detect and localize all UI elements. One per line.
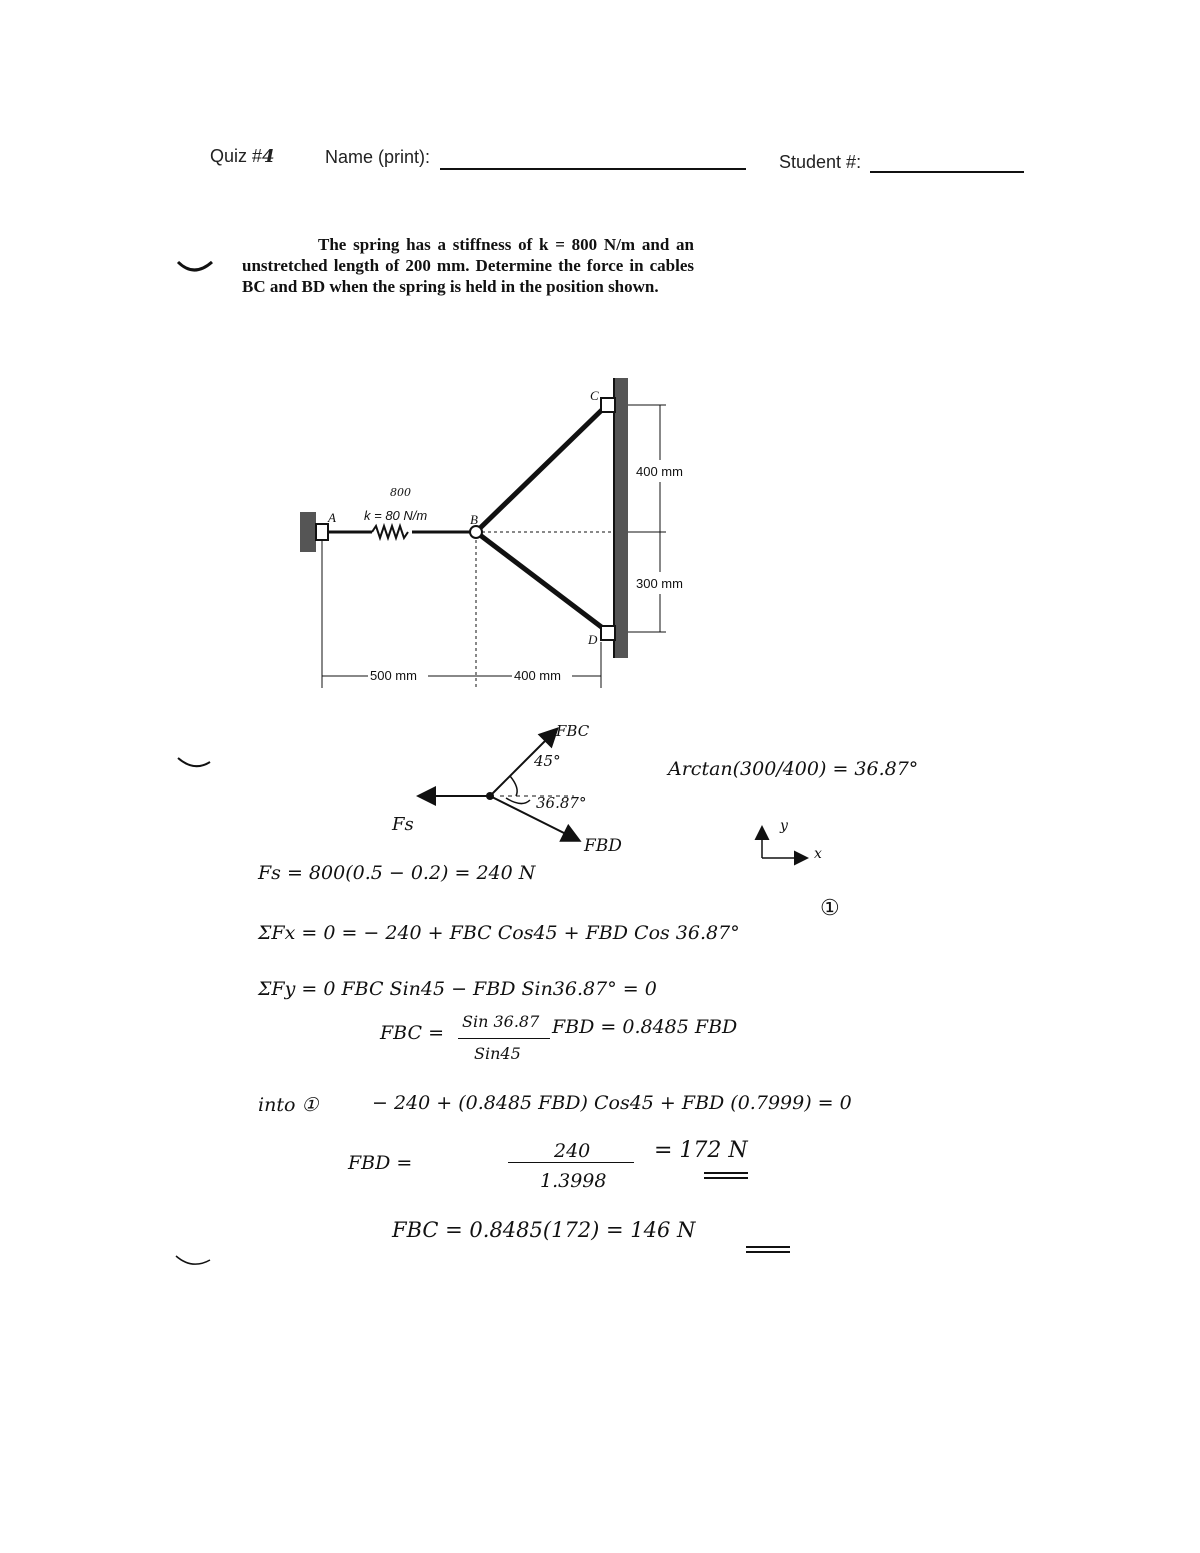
dim-400-horizontal: 400 mm	[514, 668, 561, 683]
eq1-marker: ①	[820, 896, 840, 921]
point-d-label: D	[588, 632, 598, 647]
fbd-result-underline-1	[704, 1172, 748, 1174]
fbc-final-equation: FBC = 0.8485(172) = 146 N	[392, 1218, 696, 1242]
fbc-denominator: Sin45	[474, 1044, 521, 1063]
fbc-label: FBC	[556, 722, 590, 740]
fbd-denominator: 1.3998	[540, 1170, 607, 1192]
quiz-label-text: Quiz #	[210, 146, 263, 166]
fbd-joint	[486, 792, 494, 800]
fbc-result-underline-1	[746, 1246, 790, 1248]
fs-equation: Fs = 800(0.5 − 0.2) = 240 N	[258, 862, 536, 884]
fbd-numerator: 240	[554, 1140, 591, 1162]
axis-y-label: y	[780, 818, 788, 834]
fbc-numerator: Sin 36.87	[462, 1012, 540, 1031]
point-c-label: C	[590, 388, 599, 403]
fbd-lhs: FBD =	[348, 1152, 413, 1174]
axis-x-label: x	[814, 846, 822, 862]
dim-300-vertical: 300 mm	[636, 576, 683, 591]
quiz-number: 4	[262, 146, 275, 167]
student-label: Student #:	[779, 152, 862, 172]
angle-3687-label: 36.87°	[536, 794, 587, 812]
fbd-force-label: FBD	[584, 836, 622, 856]
arctan-eq: Arctan(300/400) = 36.87°	[668, 758, 919, 780]
fbc-rhs: FBD = 0.8485 FBD	[552, 1016, 738, 1038]
fbc-result-underline-2	[746, 1251, 790, 1253]
point-a-label: A	[328, 510, 336, 525]
problem-text: The spring has a stiffness of k = 800 N/m and an unstretched length of 200 mm. Determine the force in cables BC and BD when the spring is held in the position shown.	[242, 235, 694, 296]
fbd-fraction-bar	[508, 1162, 634, 1163]
name-label: Name (print):	[325, 147, 431, 167]
into-equation: − 240 + (0.8485 FBD) Cos45 + FBD (0.7999) = 0	[372, 1092, 852, 1114]
fbc-lhs: FBC =	[380, 1022, 444, 1044]
sum-fy-equation: ΣFy = 0 FBC Sin45 − FBD Sin36.87° = 0	[258, 978, 657, 1000]
dim-500-horizontal: 500 mm	[370, 668, 417, 683]
fbc-fraction-bar	[458, 1038, 550, 1039]
point-b-label: B	[470, 512, 478, 527]
spring-correction: 800	[390, 486, 411, 499]
fbd-result: = 172 N	[654, 1138, 748, 1163]
spring-label: k = 80 N/m	[364, 508, 428, 523]
fs-label: Fs	[392, 814, 414, 835]
dim-400-vertical: 400 mm	[636, 464, 683, 479]
sum-fx-equation: ΣFx = 0 = − 240 + FBC Cos45 + FBD Cos 36.87°	[258, 922, 740, 944]
into-label: into ①	[258, 1094, 319, 1116]
angle-45-label: 45°	[534, 752, 561, 770]
fbd-result-underline-2	[704, 1177, 748, 1179]
